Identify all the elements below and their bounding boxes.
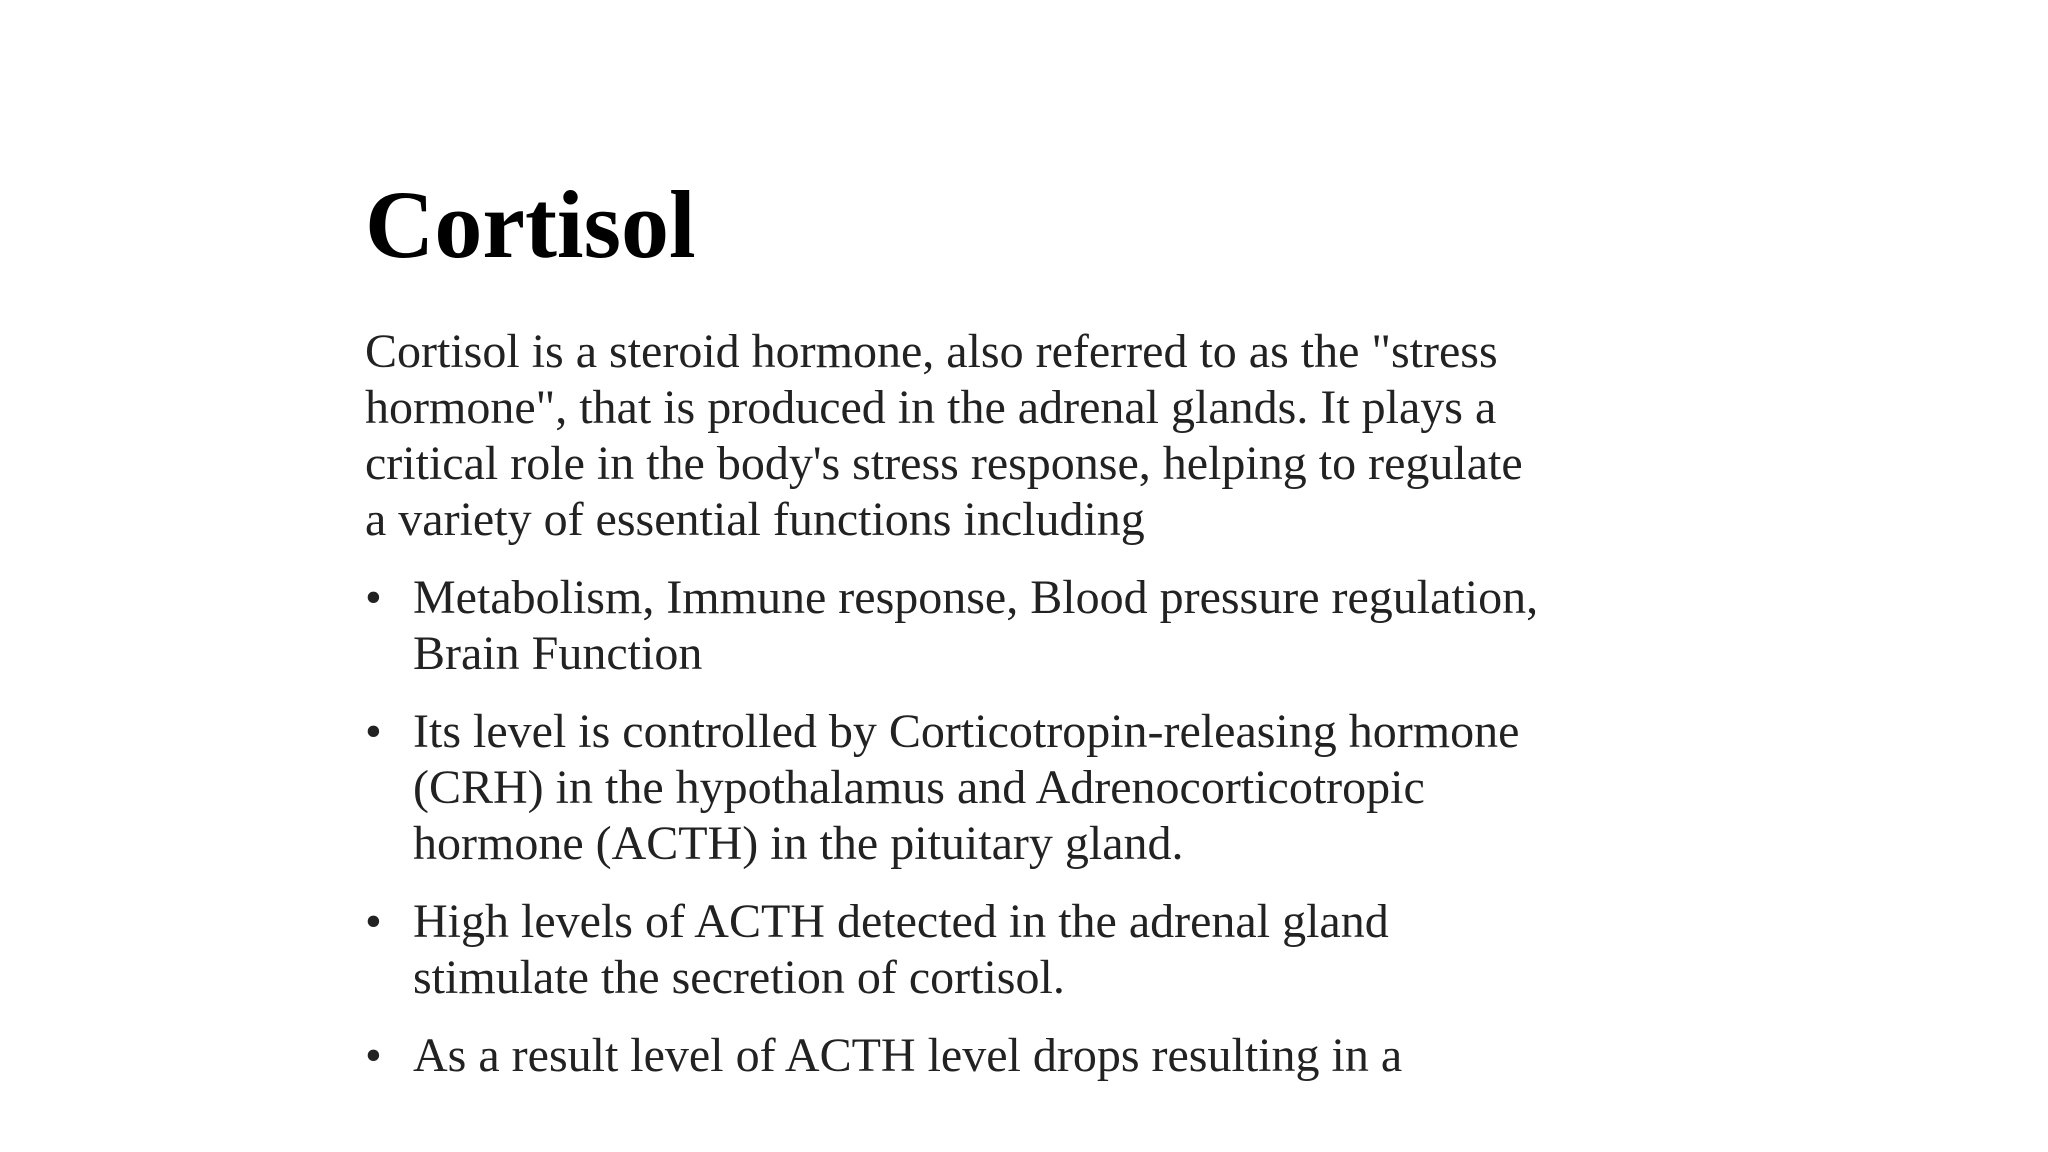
bullet-icon: •	[365, 705, 382, 758]
list-item-text: Its level is controlled by Corticotropin-releasing hormone (CRH) in the hypothalamus and Adrenocorticotropic hormone (ACTH) in the pituitary gland.	[413, 705, 1520, 870]
list-item	[365, 570, 1540, 682]
intro-paragraph: Cortisol is a steroid hormone, also referred to as the "stress hormone", that is produced in the adrenal glands. It plays a critical role in the body's stress response, helping to regulate a variety of essential functions including	[365, 325, 1523, 546]
list-item	[365, 1028, 1540, 1084]
document-body	[365, 324, 1540, 1084]
bullet-icon: •	[365, 571, 382, 624]
bullet-icon: •	[365, 1029, 382, 1082]
list-item-text: As a result level of ACTH level drops resulting in a	[413, 1029, 1403, 1082]
list-item	[365, 894, 1540, 1006]
list-item-text: Metabolism, Immune response, Blood pressure regulation, Brain Function	[413, 571, 1539, 680]
bullet-icon: •	[365, 895, 382, 948]
page-title: Cortisol	[365, 171, 696, 278]
list-item	[365, 704, 1540, 872]
bullet-list	[365, 570, 1540, 1084]
list-item-text: High levels of ACTH detected in the adrenal gland stimulate the secretion of cortisol.	[413, 895, 1389, 1004]
